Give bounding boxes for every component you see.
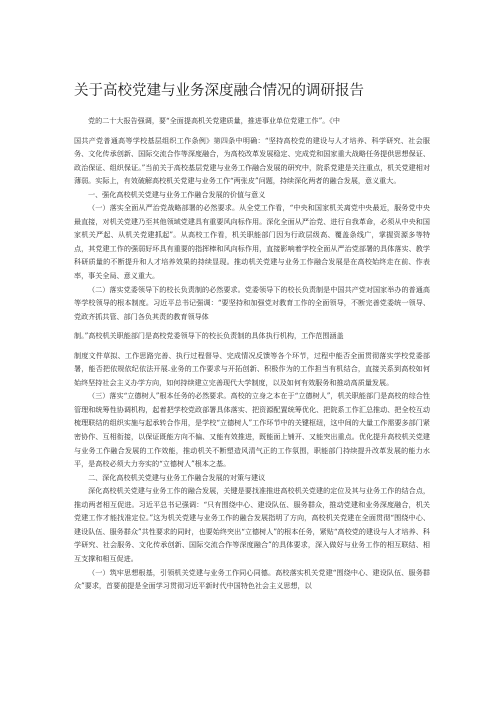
paragraph: 深化高校机关党建与业务工作的融合发展，关键是要找准推进高校机关党建的定位及其与业务工作的结合点，推动两者相互促进。习近平总书记强调：“只有围绕中心、建设队伍、服务群众，推动党建和业务深度融合，机关党建工作才能找准定位。”这为机关党建与业务工作的融合发展指明了方向，高校机关党建在全面贯彻“围绕中心、建设队伍、服务群众”共性要求的同时，也要始终突出“立德树人”的根本任务，紧贴“高校党的建设与人才培养、科学研究、社会服务、文化传承创新、国际交流合作等深度融合”的具体要求，深入做好与业务工作的相互联结、相互支撑和相互促进。 (74, 486, 430, 563)
paragraph: （一）落实全面从严治党战略部署的必然要求。从全党工作看，“中央和国家机关离党中央最近，服务党中央最直接，对机关党建乃至其他领域党建具有重要风向标作用。深化全面从严治党、进行自我革命，必须从中央和国家机关严起、从机关党建抓起”。从高校工作看，机关职能部门因为行政层级高、覆盖条线广，掌握资源多等特点，其党建工作的强弱好坏具有重要的指挥棒和风向标作用，直接影响着学校全面从严治党部署的具体落实、教学科研质量的不断提升和人才培养效果的持续显现。推动机关党建与业务工作融合发展是在高校始终走在前、作表率，事关全局、意义重大。 (74, 203, 430, 281)
paragraph: （二）落实党委领导下的校长负责制的必然要求。党委领导下的校长负责制是中国共产党对国家举办的普通高等学校领导的根本制度。习近平总书记强调：“要坚持和加强党对教育工作的全面领导，不断完善党委统一领导、党政齐抓共管、部门各负其责的教育领导体 (74, 284, 430, 321)
paragraph: 一、强化高校机关党建与业务工作融合发展的价值与意义 (88, 189, 266, 199)
paragraph: 国共产党普通高等学校基层组织工作条例》第四条中明确：“坚持高校党的建设与人才培养、科学研究、社会服务、文化传承创新、国际交流合作等深度融合，为高校改革发展稳定、完成党和国家重大战略任务提供思想保证、政治保证、组织保证。”当前关于高校基层党建与业务工作融合发展的研究中，院系党建是关注重点，机关党建相对薄弱。实际上，有效破解高校机关党建与业务工作“两张皮”问题，持续深化两者的融合发展，意义重大。 (74, 135, 430, 186)
paragraph: （一）筑牢思想根基，引领机关党建与业务工作同心同德。高校落实机关党建“围绕中心、建设队伍、服务群众”要求，首要前提是全面学习贯彻习近平新时代中国特色社会主义思想，以 (74, 567, 430, 591)
document-body (74, 114, 430, 593)
paragraph: 党的二十大报告强调，要“全面提高机关党建质量，推进事业单位党建工作”。《中 (88, 116, 340, 125)
paragraph: （三）落实“立德树人”根本任务的必然要求。高校的立身之本在于“立德树人”，机关职能部门是高校的综合性管理和统筹性协调机构，起着把学校党政部署具体落实、把资源配置统筹优化、把院系工作汇总推动、把全校互动梳理联结的组织实施与起承转合作用，是学校“立德树人”工作环节中的关键枢纽，这中间的大量工作需要多部门紧密协作、互相衔接，以保证既能方向不偏、又能有效推进，既能面上铺开、又能突出重点。优化提升高校机关党建与业务工作融合发展的工作效能，推动机关不断塑造风清气正的工作氛围，职能部门持续提升改革发展的能力水平，是高校必须大力夯实的“立德树人”根本之基。 (74, 391, 430, 469)
paragraph: 二、深化高校机关党建与业务工作融合发展的对策与建议 (88, 472, 266, 482)
document-title: 关于高校党建与业务深度融合情况的调研报告 (74, 82, 364, 99)
paragraph: 制度文件草拟、工作思路完善、执行过程督导、完成情况反馈等各个环节，过程中能否全面贯彻落实学校党委部署，能否把依规依纪依法开展.业务的工作要求与开拓创新、积极作为的工作担当有机结合，直接关系到高校如何始终坚持社会主义办学方向，如何持续建立完善现代大学制度，以及如何有效服务和推动高质量发展。 (74, 350, 430, 387)
paragraph: 制。”高校机关职能部门是高校党委领导下的校长负责制的具体执行机构，工作范围涵盖 (74, 331, 344, 341)
